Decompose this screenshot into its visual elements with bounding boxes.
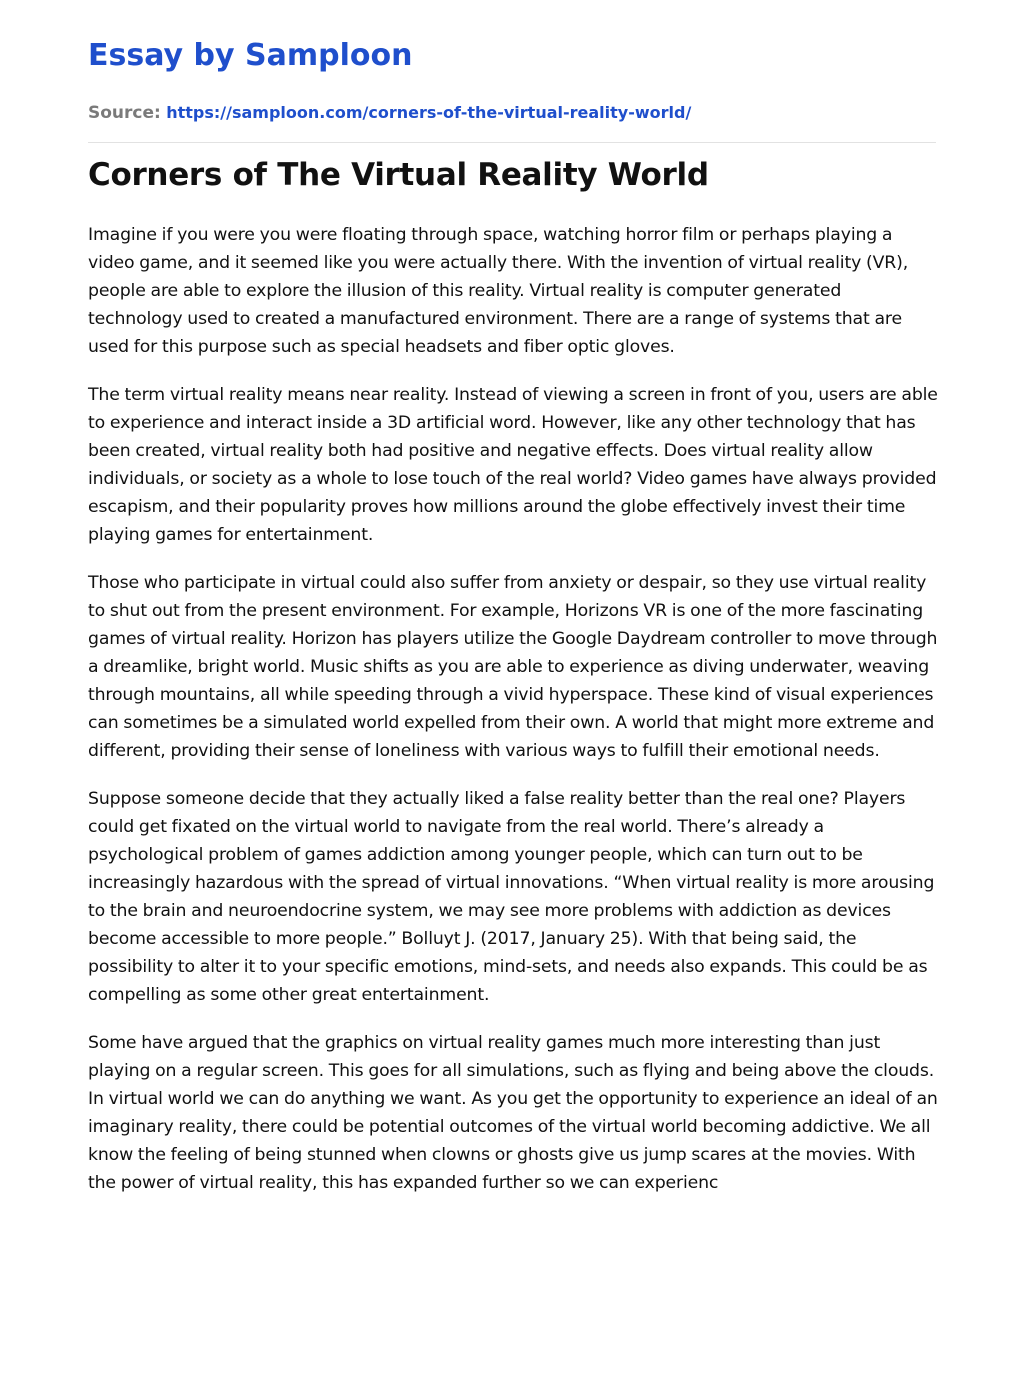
source-link[interactable]: https://samploon.com/corners-of-the-virtual-reality-world/ xyxy=(166,103,692,122)
essay-title: Corners of The Virtual Reality World xyxy=(88,157,709,193)
header-divider xyxy=(88,142,936,143)
source-label: Source: xyxy=(88,103,161,123)
essay-paragraph: The term virtual reality means near reality. Instead of viewing a screen in front of you, users are able to experience and interact inside a 3D artificial word. However, like any other technology that has been created, virtual reality both had positive and negative effects. Does virtual reality allow individuals, or society as a whole to lose touch of the real world? Video games have always provided escapism, and their popularity proves how millions around the globe effectively invest their time playing games for entertainment. xyxy=(88,385,938,545)
source-line xyxy=(88,101,691,125)
essay-body xyxy=(88,221,938,1217)
essay-paragraph: Some have argued that the graphics on virtual reality games much more interesting than just playing on a regular screen. This goes for all simulations, such as flying and being above the clouds. In virtual world we can do anything we want. As you get the opportunity to experience an ideal of an imaginary reality, there could be potential outcomes of the virtual world becoming addictive. We all know the feeling of being stunned when clowns or ghosts give us jump scares at the movies. With the power of virtual reality, this has expanded further so we can experienc xyxy=(88,1033,938,1193)
essay-paragraph: Imagine if you were you were floating through space, watching horror film or perhaps playing a video game, and it seemed like you were actually there. With the invention of virtual reality (VR), people are able to explore the illusion of this reality. Virtual reality is computer generated technology used to created a manufactured environment. There are a range of systems that are used for this purpose such as special headsets and fiber optic gloves. xyxy=(88,225,909,357)
essay-paragraph: Those who participate in virtual could also suffer from anxiety or despair, so they use virtual reality to shut out from the present environment. For example, Horizons VR is one of the more fascinating games of virtual reality. Horizon has players utilize the Google Daydream controller to move through a dreamlike, bright world. Music shifts as you are able to experience as diving underwater, weaving through mountains, all while speeding through a vivid hyperspace. These kind of visual experiences can sometimes be a simulated world expelled from their own. A world that might more extreme and different, providing their sense of loneliness with various ways to fulfill their emotional needs. xyxy=(88,573,938,761)
essay-paragraph: Suppose someone decide that they actually liked a false reality better than the real one? Players could get fixated on the virtual world to navigate from the real world. There’s already a psychological problem of games addiction among younger people, which can turn out to be increasingly hazardous with the spread of virtual innovations. “When virtual reality is more arousing to the brain and neuroendocrine system, we may see more problems with addiction as devices become accessible to more people.” Bolluyt J. (2017, January 25). With that being said, the possibility to alter it to your specific emotions, mind-sets, and needs also expands. This could be as compelling as some other great entertainment. xyxy=(88,789,935,1005)
site-brand[interactable]: Essay by Samploon xyxy=(88,38,413,73)
